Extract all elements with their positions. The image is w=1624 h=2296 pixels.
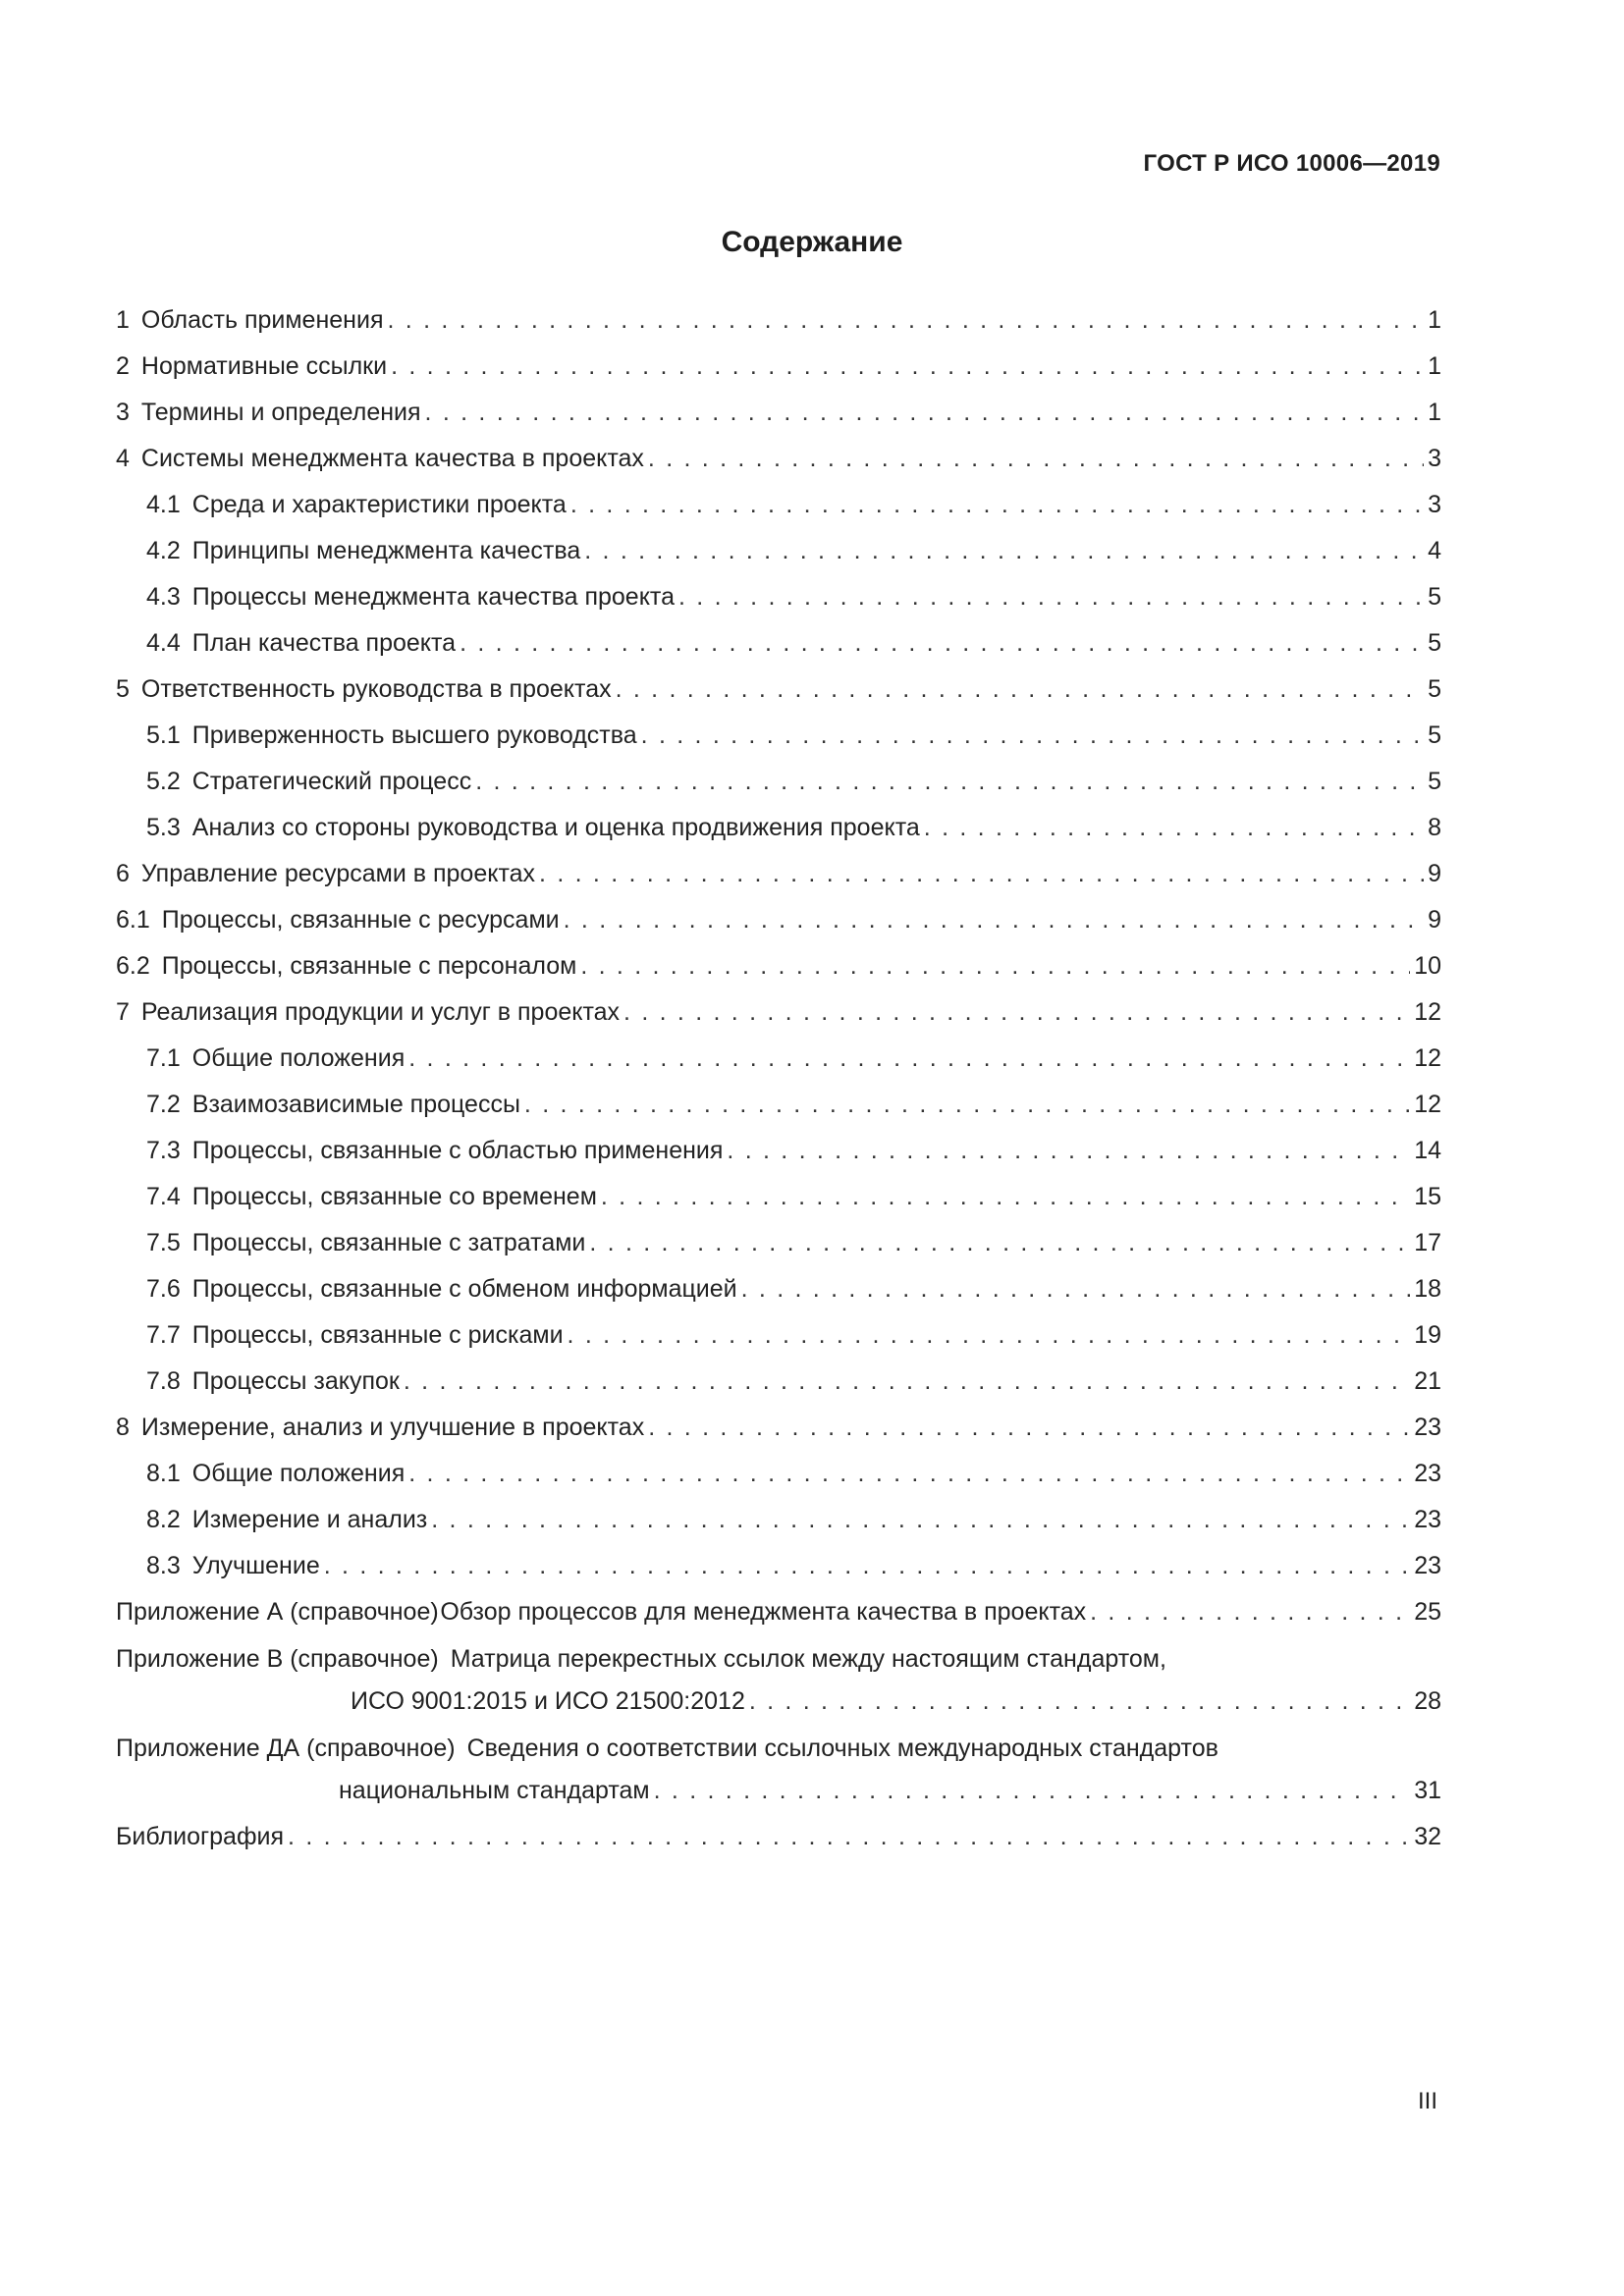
toc-item-text: Процессы, связанные с рисками — [191, 1321, 564, 1349]
toc-item-7-8[interactable] — [116, 1359, 1441, 1405]
toc-item-2[interactable] — [116, 344, 1441, 390]
toc-section-number: 8 — [116, 1414, 130, 1441]
toc-section-number: 5.1 — [146, 721, 181, 749]
toc-item-text: Взаимозависимые процессы — [191, 1091, 520, 1118]
toc-item-text: Управление ресурсами в проектах — [140, 860, 536, 887]
toc-item-text: Библиография — [116, 1823, 285, 1850]
toc-section-number: 7.3 — [146, 1137, 181, 1164]
toc-item-text: Процессы менеджмента качества проекта — [191, 583, 675, 611]
toc-item-8[interactable] — [116, 1405, 1441, 1451]
toc-page-number: 10 — [1414, 952, 1441, 980]
dot-leader — [678, 574, 1424, 620]
dot-leader — [570, 482, 1424, 528]
dot-leader — [404, 1359, 1410, 1405]
toc-item-7-6[interactable] — [116, 1266, 1441, 1312]
toc-item-7[interactable] — [116, 989, 1441, 1036]
toc-section-number: 5.2 — [146, 768, 181, 795]
toc-item-text: Обзор процессов для менеджмента качества в проектах — [440, 1598, 1087, 1626]
dot-leader — [727, 1128, 1410, 1174]
dot-leader — [387, 297, 1424, 344]
toc-item-text: Принципы менеджмента качества — [191, 537, 581, 564]
dot-leader — [524, 1082, 1410, 1128]
toc-item-text: Анализ со стороны руководства и оценка продвижения проекта — [191, 814, 920, 841]
toc-section-number: 5.3 — [146, 814, 181, 841]
toc-page-number: 12 — [1414, 1044, 1441, 1072]
toc-item-text: ИСО 9001:2015 и ИСО 21500:2012 — [351, 1687, 745, 1715]
toc-section-number: 6.2 — [116, 952, 150, 980]
toc-page-number: 21 — [1414, 1367, 1441, 1395]
toc-section-number: 7.6 — [146, 1275, 181, 1303]
toc-item-text: Измерение, анализ и улучшение в проектах — [140, 1414, 645, 1441]
toc-item-6-1[interactable] — [116, 897, 1441, 943]
toc-item-7-7[interactable] — [116, 1312, 1441, 1359]
toc-item-4-1[interactable] — [116, 482, 1441, 528]
toc-item-text: Процессы, связанные с персоналом — [161, 952, 577, 980]
toc-page-number: 5 — [1428, 721, 1441, 749]
toc-item-7-2[interactable] — [116, 1082, 1441, 1128]
toc-annex-da[interactable] — [116, 1729, 1441, 1814]
toc-item-4-2[interactable] — [116, 528, 1441, 574]
toc-page-number: 25 — [1414, 1598, 1441, 1626]
toc-item-5-1[interactable] — [116, 713, 1441, 759]
toc-item-7-5[interactable] — [116, 1220, 1441, 1266]
dot-leader — [616, 667, 1425, 713]
dot-leader — [324, 1543, 1410, 1589]
toc-item-text: Процессы, связанные с обменом информацией — [191, 1275, 737, 1303]
toc-page-number: 28 — [1414, 1687, 1441, 1715]
page-number: III — [1417, 2088, 1437, 2114]
toc-item-text: Процессы закупок — [191, 1367, 400, 1395]
document-code: ГОСТ Р ИСО 10006—2019 — [1143, 150, 1440, 177]
toc-page-number: 14 — [1414, 1137, 1441, 1164]
toc-item-4-3[interactable] — [116, 574, 1441, 620]
toc-page-number: 1 — [1428, 306, 1441, 334]
toc-page-number: 3 — [1428, 445, 1441, 472]
dot-leader — [623, 989, 1410, 1036]
dot-leader — [475, 759, 1424, 805]
toc-item-5[interactable] — [116, 667, 1441, 713]
toc-item-text: Матрица перекрестных ссылок между настоящим стандартом, — [450, 1645, 1166, 1673]
toc-section-number: 2 — [116, 352, 130, 380]
toc-section-number: 8.3 — [146, 1552, 181, 1579]
toc-section-number: 6 — [116, 860, 130, 887]
dot-leader — [539, 851, 1424, 897]
toc-page-number: 8 — [1428, 814, 1441, 841]
toc-section-number: 8.2 — [146, 1506, 181, 1533]
dot-leader — [741, 1266, 1411, 1312]
toc-page-number: 19 — [1414, 1321, 1441, 1349]
toc-page-number: 5 — [1428, 629, 1441, 657]
toc-page-number: 5 — [1428, 675, 1441, 703]
toc-item-6[interactable] — [116, 851, 1441, 897]
dot-leader — [425, 390, 1425, 436]
toc-section-number: 7.5 — [146, 1229, 181, 1256]
toc-item-text: Среда и характеристики проекта — [191, 491, 567, 518]
dot-leader — [641, 713, 1424, 759]
toc-item-text: Процессы, связанные со временем — [191, 1183, 597, 1210]
toc-item-text: Общие положения — [191, 1044, 406, 1072]
annex-label: Приложение В (справочное) — [116, 1645, 439, 1673]
toc-page-number: 5 — [1428, 768, 1441, 795]
toc-item-text: Область применения — [140, 306, 384, 334]
dot-leader — [648, 436, 1424, 482]
toc-page-number: 23 — [1414, 1552, 1441, 1579]
toc-section-number: 4.1 — [146, 491, 181, 518]
toc-page-number: 9 — [1428, 860, 1441, 887]
annex-label: Приложение А (справочное) — [116, 1598, 439, 1626]
toc-page-number: 15 — [1414, 1183, 1441, 1210]
toc-section-number: 4.2 — [146, 537, 181, 564]
toc-item-8-2[interactable] — [116, 1497, 1441, 1543]
dot-leader — [564, 897, 1424, 943]
toc-page-number: 4 — [1428, 537, 1441, 564]
dot-leader — [460, 620, 1424, 667]
toc-item-4-4[interactable] — [116, 620, 1441, 667]
toc-item-3[interactable] — [116, 390, 1441, 436]
toc-item-text: План качества проекта — [191, 629, 457, 657]
toc-section-number: 6.1 — [116, 906, 150, 934]
toc-annex-a[interactable] — [116, 1589, 1441, 1635]
dot-leader — [584, 528, 1424, 574]
toc-section-number: 5 — [116, 675, 130, 703]
toc-annex-b[interactable] — [116, 1639, 1441, 1725]
toc-item-6-2[interactable] — [116, 943, 1441, 989]
toc-section-number: 4.3 — [146, 583, 181, 611]
dot-leader — [568, 1312, 1411, 1359]
toc-item-text: Термины и определения — [140, 399, 421, 426]
toc-page-number: 5 — [1428, 583, 1441, 611]
toc-item-text: Процессы, связанные с областью применения — [191, 1137, 724, 1164]
toc-item-8-1[interactable] — [116, 1451, 1441, 1497]
toc-page-number: 23 — [1414, 1506, 1441, 1533]
toc-section-number: 4.4 — [146, 629, 181, 657]
toc-section-number: 1 — [116, 306, 130, 334]
page-title: Содержание — [721, 226, 903, 258]
toc-section-number: 7.2 — [146, 1091, 181, 1118]
toc-section-number: 4 — [116, 445, 130, 472]
toc-page-number: 12 — [1414, 1091, 1441, 1118]
toc-item-1[interactable] — [116, 297, 1441, 344]
toc-bibliography[interactable] — [116, 1814, 1441, 1860]
toc-page-number: 17 — [1414, 1229, 1441, 1256]
toc-section-number: 7.4 — [146, 1183, 181, 1210]
toc-item-text: Процессы, связанные с затратами — [191, 1229, 586, 1256]
toc-item-7-3[interactable] — [116, 1128, 1441, 1174]
toc-item-5-2[interactable] — [116, 759, 1441, 805]
toc-page-number: 23 — [1414, 1414, 1441, 1441]
dot-leader — [408, 1451, 1410, 1497]
toc-section-number: 3 — [116, 399, 130, 426]
toc-item-text: Процессы, связанные с ресурсами — [161, 906, 560, 934]
toc-item-text: национальным стандартам — [339, 1777, 650, 1804]
toc-item-text: Ответственность руководства в проектах — [140, 675, 612, 703]
dot-leader — [924, 805, 1424, 851]
dot-leader — [580, 943, 1410, 989]
toc-item-4[interactable] — [116, 436, 1441, 482]
toc-item-text: Приверженность высшего руководства — [191, 721, 637, 749]
toc-item-text: Системы менеджмента качества в проектах — [140, 445, 644, 472]
dot-leader — [601, 1174, 1410, 1220]
toc-page-number: 31 — [1414, 1777, 1441, 1804]
toc-page-number: 32 — [1414, 1823, 1441, 1850]
annex-label: Приложение ДА (справочное) — [116, 1735, 456, 1762]
toc-page-number: 9 — [1428, 906, 1441, 934]
toc-item-7-4[interactable] — [116, 1174, 1441, 1220]
toc-section-number: 7.1 — [146, 1044, 181, 1072]
dot-leader — [391, 344, 1424, 390]
dot-leader — [408, 1036, 1410, 1082]
toc-item-text: Общие положения — [191, 1460, 406, 1487]
toc-item-text: Улучшение — [191, 1552, 320, 1579]
toc-page-number: 3 — [1428, 491, 1441, 518]
toc-section-number: 7.7 — [146, 1321, 181, 1349]
toc-section-number: 7 — [116, 998, 130, 1026]
toc-item-5-3[interactable] — [116, 805, 1441, 851]
toc-item-text: Стратегический процесс — [191, 768, 472, 795]
toc-page-number: 1 — [1428, 399, 1441, 426]
toc-section-number: 7.8 — [146, 1367, 181, 1395]
dot-leader — [648, 1405, 1410, 1451]
toc-item-text: Нормативные ссылки — [140, 352, 388, 380]
toc-item-8-3[interactable] — [116, 1543, 1441, 1589]
dot-leader — [431, 1497, 1410, 1543]
toc-page-number: 18 — [1414, 1275, 1441, 1303]
dot-leader — [589, 1220, 1410, 1266]
toc-page-number: 1 — [1428, 352, 1441, 380]
toc-item-text: Реализация продукции и услуг в проектах — [140, 998, 621, 1026]
table-of-contents — [116, 297, 1441, 1860]
toc-section-number: 8.1 — [146, 1460, 181, 1487]
toc-page-number: 23 — [1414, 1460, 1441, 1487]
toc-page-number: 12 — [1414, 998, 1441, 1026]
toc-item-text: Сведения о соответствии ссылочных международных стандартов — [466, 1735, 1218, 1762]
toc-item-text: Измерение и анализ — [191, 1506, 428, 1533]
toc-item-7-1[interactable] — [116, 1036, 1441, 1082]
